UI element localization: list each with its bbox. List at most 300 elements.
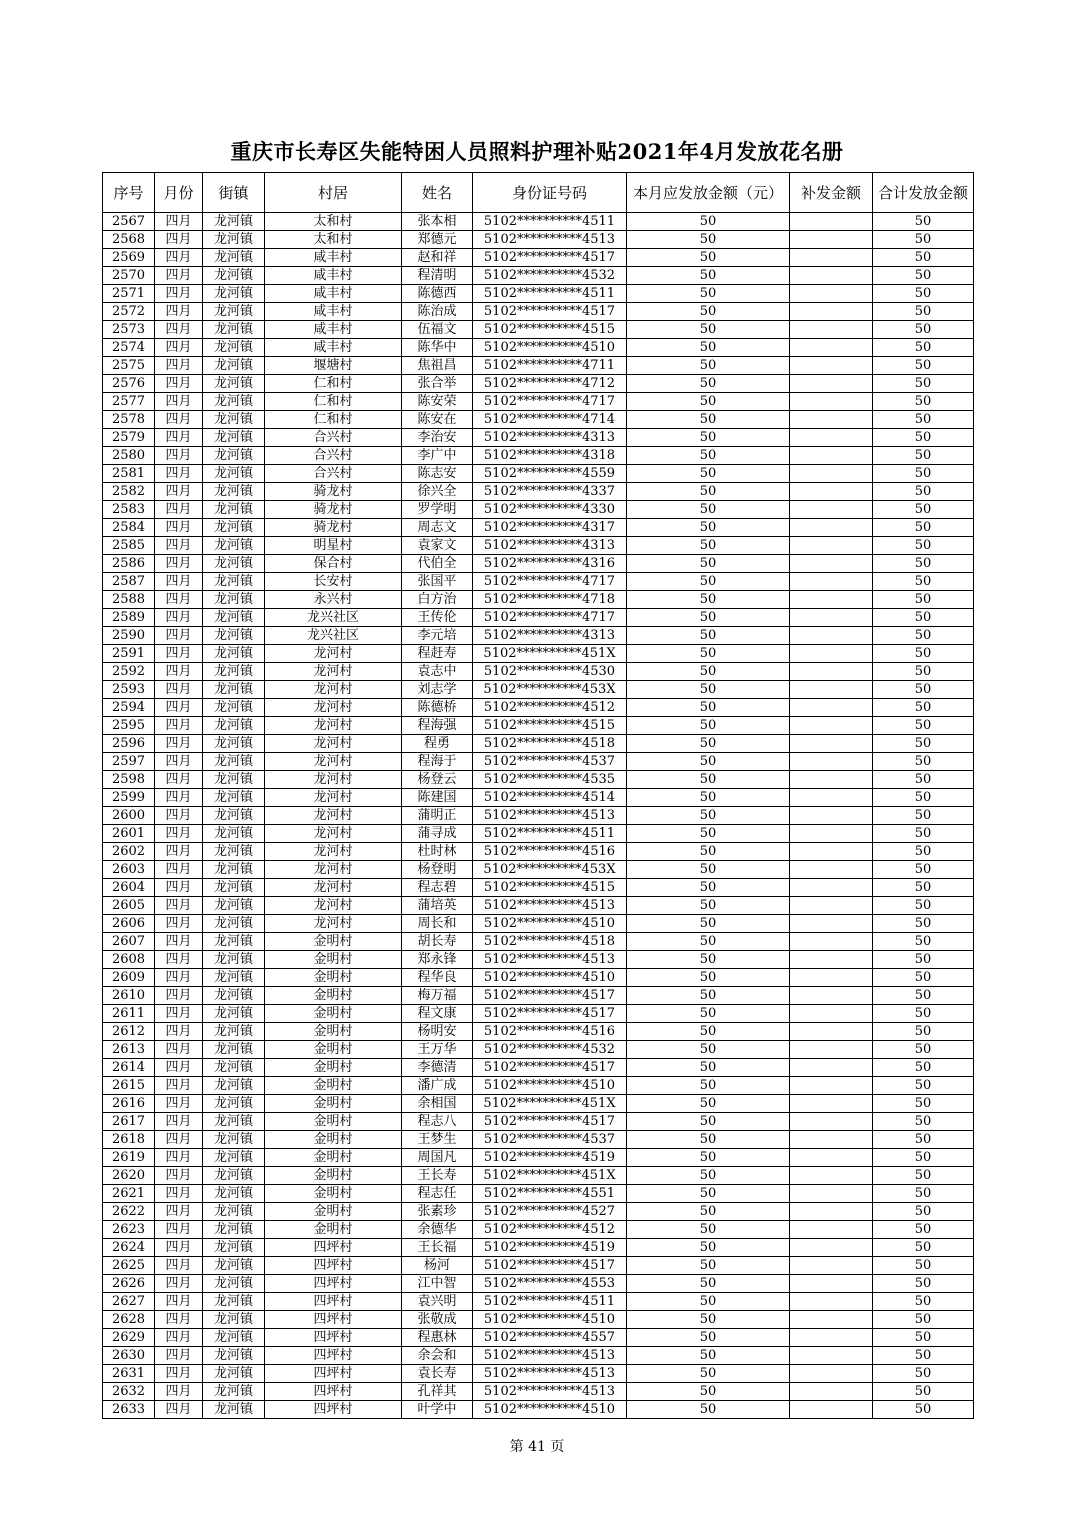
cell-town: 龙河镇	[203, 1365, 265, 1383]
cell-monthly-amount: 50	[627, 627, 790, 645]
cell-month: 四月	[155, 1401, 203, 1419]
cell-village: 龙河村	[265, 717, 402, 735]
cell-total-amount: 50	[873, 375, 974, 393]
cell-monthly-amount: 50	[627, 1329, 790, 1347]
cell-index: 2600	[103, 807, 155, 825]
cell-village: 龙河村	[265, 663, 402, 681]
cell-monthly-amount: 50	[627, 483, 790, 501]
cell-index: 2615	[103, 1077, 155, 1095]
cell-index: 2619	[103, 1149, 155, 1167]
cell-monthly-amount: 50	[627, 591, 790, 609]
cell-index: 2624	[103, 1239, 155, 1257]
cell-id-number: 5102**********4313	[473, 537, 627, 555]
cell-town: 龙河镇	[203, 519, 265, 537]
cell-monthly-amount: 50	[627, 699, 790, 717]
cell-month: 四月	[155, 285, 203, 303]
table-row	[103, 735, 974, 753]
table-row	[103, 519, 974, 537]
cell-name: 程志任	[402, 1185, 473, 1203]
cell-name: 李治安	[402, 429, 473, 447]
cell-month: 四月	[155, 627, 203, 645]
cell-id-number: 5102**********4551	[473, 1185, 627, 1203]
cell-index: 2604	[103, 879, 155, 897]
table-row	[103, 267, 974, 285]
cell-name: 李德清	[402, 1059, 473, 1077]
cell-monthly-amount: 50	[627, 1383, 790, 1401]
cell-town: 龙河镇	[203, 1005, 265, 1023]
cell-back-pay	[790, 375, 873, 393]
cell-village: 龙河村	[265, 825, 402, 843]
cell-name: 杨河	[402, 1257, 473, 1275]
cell-total-amount: 50	[873, 573, 974, 591]
cell-name: 周国凡	[402, 1149, 473, 1167]
cell-town: 龙河镇	[203, 609, 265, 627]
cell-name: 程志八	[402, 1113, 473, 1131]
cell-name: 陈治成	[402, 303, 473, 321]
cell-id-number: 5102**********4513	[473, 951, 627, 969]
cell-total-amount: 50	[873, 915, 974, 933]
cell-id-number: 5102**********4517	[473, 1005, 627, 1023]
cell-id-number: 5102**********4510	[473, 1311, 627, 1329]
cell-name: 郑德元	[402, 231, 473, 249]
cell-name: 王长寿	[402, 1167, 473, 1185]
cell-total-amount: 50	[873, 1221, 974, 1239]
cell-town: 龙河镇	[203, 1077, 265, 1095]
cell-name: 周长和	[402, 915, 473, 933]
cell-monthly-amount: 50	[627, 951, 790, 969]
cell-monthly-amount: 50	[627, 663, 790, 681]
cell-name: 张合举	[402, 375, 473, 393]
cell-total-amount: 50	[873, 645, 974, 663]
cell-back-pay	[790, 951, 873, 969]
cell-monthly-amount: 50	[627, 519, 790, 537]
cell-month: 四月	[155, 375, 203, 393]
cell-town: 龙河镇	[203, 1167, 265, 1185]
cell-month: 四月	[155, 1275, 203, 1293]
cell-id-number: 5102**********4532	[473, 1041, 627, 1059]
cell-monthly-amount: 50	[627, 231, 790, 249]
cell-monthly-amount: 50	[627, 861, 790, 879]
cell-back-pay	[790, 663, 873, 681]
cell-id-number: 5102**********4313	[473, 627, 627, 645]
cell-index: 2567	[103, 213, 155, 231]
cell-total-amount: 50	[873, 1149, 974, 1167]
cell-id-number: 5102**********4513	[473, 1365, 627, 1383]
cell-id-number: 5102**********453X	[473, 681, 627, 699]
cell-monthly-amount: 50	[627, 1275, 790, 1293]
header-cell: 身份证号码	[473, 173, 627, 213]
cell-back-pay	[790, 933, 873, 951]
cell-back-pay	[790, 807, 873, 825]
cell-month: 四月	[155, 267, 203, 285]
table-row	[103, 699, 974, 717]
cell-index: 2612	[103, 1023, 155, 1041]
cell-total-amount: 50	[873, 411, 974, 429]
cell-total-amount: 50	[873, 483, 974, 501]
cell-back-pay	[790, 825, 873, 843]
table-row	[103, 1203, 974, 1221]
cell-month: 四月	[155, 843, 203, 861]
cell-index: 2578	[103, 411, 155, 429]
cell-village: 合兴村	[265, 465, 402, 483]
cell-id-number: 5102**********4537	[473, 753, 627, 771]
cell-monthly-amount: 50	[627, 555, 790, 573]
cell-total-amount: 50	[873, 1257, 974, 1275]
cell-total-amount: 50	[873, 303, 974, 321]
cell-back-pay	[790, 465, 873, 483]
table-row	[103, 1347, 974, 1365]
cell-town: 龙河镇	[203, 933, 265, 951]
cell-id-number: 5102**********4513	[473, 897, 627, 915]
cell-index: 2582	[103, 483, 155, 501]
cell-back-pay	[790, 321, 873, 339]
cell-id-number: 5102**********4519	[473, 1239, 627, 1257]
cell-month: 四月	[155, 303, 203, 321]
cell-town: 龙河镇	[203, 375, 265, 393]
cell-back-pay	[790, 789, 873, 807]
cell-monthly-amount: 50	[627, 303, 790, 321]
cell-index: 2595	[103, 717, 155, 735]
cell-index: 2573	[103, 321, 155, 339]
cell-village: 四坪村	[265, 1275, 402, 1293]
cell-town: 龙河镇	[203, 1203, 265, 1221]
cell-month: 四月	[155, 1023, 203, 1041]
cell-town: 龙河镇	[203, 843, 265, 861]
cell-month: 四月	[155, 501, 203, 519]
cell-name: 杨登明	[402, 861, 473, 879]
cell-total-amount: 50	[873, 321, 974, 339]
table-row	[103, 1221, 974, 1239]
cell-index: 2594	[103, 699, 155, 717]
cell-id-number: 5102**********4517	[473, 987, 627, 1005]
cell-total-amount: 50	[873, 1329, 974, 1347]
cell-back-pay	[790, 753, 873, 771]
header-row	[103, 173, 974, 213]
cell-index: 2569	[103, 249, 155, 267]
cell-month: 四月	[155, 357, 203, 375]
cell-index: 2630	[103, 1347, 155, 1365]
page-title: 重庆市长寿区失能特困人员照料护理补贴2021年4月发放花名册	[230, 139, 844, 164]
cell-village: 金明村	[265, 1131, 402, 1149]
cell-month: 四月	[155, 573, 203, 591]
cell-id-number: 5102**********4510	[473, 1401, 627, 1419]
cell-back-pay	[790, 1329, 873, 1347]
cell-back-pay	[790, 267, 873, 285]
cell-town: 龙河镇	[203, 303, 265, 321]
cell-name: 李元培	[402, 627, 473, 645]
cell-index: 2589	[103, 609, 155, 627]
cell-back-pay	[790, 1041, 873, 1059]
cell-month: 四月	[155, 1239, 203, 1257]
cell-index: 2580	[103, 447, 155, 465]
header-cell: 补发金额	[790, 173, 873, 213]
cell-name: 张敬成	[402, 1311, 473, 1329]
cell-village: 龙河村	[265, 843, 402, 861]
cell-name: 江中智	[402, 1275, 473, 1293]
cell-village: 金明村	[265, 1221, 402, 1239]
cell-name: 陈华中	[402, 339, 473, 357]
cell-monthly-amount: 50	[627, 645, 790, 663]
cell-village: 四坪村	[265, 1257, 402, 1275]
cell-name: 王长福	[402, 1239, 473, 1257]
cell-index: 2587	[103, 573, 155, 591]
cell-name: 徐兴全	[402, 483, 473, 501]
cell-town: 龙河镇	[203, 393, 265, 411]
cell-index: 2614	[103, 1059, 155, 1077]
cell-back-pay	[790, 1131, 873, 1149]
cell-id-number: 5102**********4532	[473, 267, 627, 285]
cell-monthly-amount: 50	[627, 609, 790, 627]
cell-id-number: 5102**********4559	[473, 465, 627, 483]
cell-name: 梅万福	[402, 987, 473, 1005]
cell-monthly-amount: 50	[627, 1221, 790, 1239]
cell-total-amount: 50	[873, 1383, 974, 1401]
cell-village: 龙河村	[265, 807, 402, 825]
cell-total-amount: 50	[873, 1167, 974, 1185]
table-row	[103, 1041, 974, 1059]
cell-back-pay	[790, 537, 873, 555]
cell-month: 四月	[155, 609, 203, 627]
table-row	[103, 357, 974, 375]
cell-index: 2618	[103, 1131, 155, 1149]
cell-month: 四月	[155, 537, 203, 555]
cell-town: 龙河镇	[203, 1041, 265, 1059]
cell-monthly-amount: 50	[627, 1185, 790, 1203]
cell-id-number: 5102**********4318	[473, 447, 627, 465]
cell-back-pay	[790, 393, 873, 411]
table-row	[103, 1383, 974, 1401]
cell-id-number: 5102**********4511	[473, 1293, 627, 1311]
cell-index: 2577	[103, 393, 155, 411]
cell-village: 龙河村	[265, 879, 402, 897]
cell-town: 龙河镇	[203, 465, 265, 483]
cell-back-pay	[790, 1365, 873, 1383]
cell-name: 程清明	[402, 267, 473, 285]
cell-total-amount: 50	[873, 1311, 974, 1329]
cell-index: 2611	[103, 1005, 155, 1023]
cell-name: 陈志安	[402, 465, 473, 483]
cell-index: 2585	[103, 537, 155, 555]
cell-back-pay	[790, 501, 873, 519]
cell-month: 四月	[155, 1149, 203, 1167]
cell-id-number: 5102**********4535	[473, 771, 627, 789]
cell-back-pay	[790, 573, 873, 591]
cell-name: 袁长寿	[402, 1365, 473, 1383]
cell-index: 2613	[103, 1041, 155, 1059]
table-row	[103, 213, 974, 231]
cell-month: 四月	[155, 1059, 203, 1077]
cell-id-number: 5102**********4513	[473, 1347, 627, 1365]
cell-month: 四月	[155, 1365, 203, 1383]
cell-index: 2581	[103, 465, 155, 483]
cell-name: 程海于	[402, 753, 473, 771]
table-row	[103, 429, 974, 447]
cell-index: 2609	[103, 969, 155, 987]
cell-monthly-amount: 50	[627, 213, 790, 231]
cell-id-number: 5102**********4514	[473, 789, 627, 807]
cell-village: 龙河村	[265, 645, 402, 663]
cell-town: 龙河镇	[203, 1311, 265, 1329]
cell-village: 咸丰村	[265, 321, 402, 339]
cell-town: 龙河镇	[203, 789, 265, 807]
cell-town: 龙河镇	[203, 1329, 265, 1347]
cell-name: 余德华	[402, 1221, 473, 1239]
cell-index: 2605	[103, 897, 155, 915]
cell-town: 龙河镇	[203, 1095, 265, 1113]
cell-index: 2626	[103, 1275, 155, 1293]
cell-name: 张素珍	[402, 1203, 473, 1221]
cell-month: 四月	[155, 825, 203, 843]
cell-index: 2620	[103, 1167, 155, 1185]
cell-id-number: 5102**********4717	[473, 573, 627, 591]
cell-total-amount: 50	[873, 537, 974, 555]
cell-id-number: 5102**********4517	[473, 303, 627, 321]
cell-monthly-amount: 50	[627, 1041, 790, 1059]
cell-total-amount: 50	[873, 591, 974, 609]
cell-id-number: 5102**********4511	[473, 213, 627, 231]
cell-village: 龙河村	[265, 789, 402, 807]
cell-village: 四坪村	[265, 1401, 402, 1419]
cell-name: 杨明安	[402, 1023, 473, 1041]
table-row	[103, 897, 974, 915]
cell-village: 金明村	[265, 1005, 402, 1023]
cell-monthly-amount: 50	[627, 681, 790, 699]
cell-id-number: 5102**********4513	[473, 231, 627, 249]
cell-village: 堰塘村	[265, 357, 402, 375]
cell-name: 白方治	[402, 591, 473, 609]
table-row	[103, 1059, 974, 1077]
cell-town: 龙河镇	[203, 1257, 265, 1275]
cell-town: 龙河镇	[203, 951, 265, 969]
cell-town: 龙河镇	[203, 879, 265, 897]
cell-name: 杜时林	[402, 843, 473, 861]
cell-name: 程华良	[402, 969, 473, 987]
cell-index: 2584	[103, 519, 155, 537]
cell-total-amount: 50	[873, 879, 974, 897]
cell-total-amount: 50	[873, 1239, 974, 1257]
cell-back-pay	[790, 771, 873, 789]
cell-name: 陈安在	[402, 411, 473, 429]
cell-index: 2607	[103, 933, 155, 951]
table-row	[103, 825, 974, 843]
cell-id-number: 5102**********4317	[473, 519, 627, 537]
cell-index: 2628	[103, 1311, 155, 1329]
cell-month: 四月	[155, 1095, 203, 1113]
cell-month: 四月	[155, 1329, 203, 1347]
cell-total-amount: 50	[873, 1059, 974, 1077]
roster-table	[102, 172, 974, 1419]
cell-village: 金明村	[265, 1095, 402, 1113]
cell-name: 潘广成	[402, 1077, 473, 1095]
table-row	[103, 465, 974, 483]
cell-town: 龙河镇	[203, 339, 265, 357]
cell-name: 陈安荣	[402, 393, 473, 411]
cell-monthly-amount: 50	[627, 249, 790, 267]
cell-index: 2597	[103, 753, 155, 771]
cell-name: 焦祖昌	[402, 357, 473, 375]
cell-town: 龙河镇	[203, 1401, 265, 1419]
cell-village: 龙河村	[265, 861, 402, 879]
cell-monthly-amount: 50	[627, 1401, 790, 1419]
cell-index: 2571	[103, 285, 155, 303]
cell-index: 2617	[103, 1113, 155, 1131]
table-row	[103, 1023, 974, 1041]
table-row	[103, 1167, 974, 1185]
cell-index: 2596	[103, 735, 155, 753]
cell-back-pay	[790, 303, 873, 321]
table-row	[103, 843, 974, 861]
cell-name: 张本相	[402, 213, 473, 231]
table-row	[103, 1149, 974, 1167]
cell-total-amount: 50	[873, 231, 974, 249]
cell-village: 仁和村	[265, 393, 402, 411]
table-row	[103, 1185, 974, 1203]
table-row	[103, 915, 974, 933]
cell-month: 四月	[155, 1185, 203, 1203]
cell-id-number: 5102**********4717	[473, 609, 627, 627]
cell-village: 金明村	[265, 1185, 402, 1203]
cell-name: 程赶寿	[402, 645, 473, 663]
cell-back-pay	[790, 483, 873, 501]
cell-total-amount: 50	[873, 753, 974, 771]
cell-name: 程志碧	[402, 879, 473, 897]
cell-month: 四月	[155, 717, 203, 735]
cell-month: 四月	[155, 339, 203, 357]
cell-index: 2633	[103, 1401, 155, 1419]
cell-name: 王梦生	[402, 1131, 473, 1149]
cell-monthly-amount: 50	[627, 1059, 790, 1077]
table-row	[103, 627, 974, 645]
cell-back-pay	[790, 1059, 873, 1077]
cell-index: 2593	[103, 681, 155, 699]
cell-month: 四月	[155, 1077, 203, 1095]
cell-id-number: 5102**********4330	[473, 501, 627, 519]
cell-name: 程海强	[402, 717, 473, 735]
cell-monthly-amount: 50	[627, 285, 790, 303]
cell-town: 龙河镇	[203, 1149, 265, 1167]
cell-index: 2616	[103, 1095, 155, 1113]
cell-month: 四月	[155, 1167, 203, 1185]
cell-monthly-amount: 50	[627, 393, 790, 411]
cell-id-number: 5102**********4518	[473, 933, 627, 951]
cell-town: 龙河镇	[203, 1185, 265, 1203]
cell-back-pay	[790, 1239, 873, 1257]
table-row	[103, 789, 974, 807]
cell-back-pay	[790, 285, 873, 303]
cell-total-amount: 50	[873, 1095, 974, 1113]
cell-name: 伍福文	[402, 321, 473, 339]
cell-village: 四坪村	[265, 1239, 402, 1257]
cell-index: 2586	[103, 555, 155, 573]
cell-village: 金明村	[265, 969, 402, 987]
cell-village: 骑龙村	[265, 501, 402, 519]
cell-village: 四坪村	[265, 1311, 402, 1329]
cell-total-amount: 50	[873, 267, 974, 285]
cell-id-number: 5102**********4513	[473, 807, 627, 825]
cell-town: 龙河镇	[203, 591, 265, 609]
cell-village: 龙河村	[265, 897, 402, 915]
cell-back-pay	[790, 429, 873, 447]
cell-village: 金明村	[265, 1077, 402, 1095]
cell-index: 2601	[103, 825, 155, 843]
cell-name: 袁家文	[402, 537, 473, 555]
cell-index: 2568	[103, 231, 155, 249]
cell-back-pay	[790, 1167, 873, 1185]
cell-village: 咸丰村	[265, 285, 402, 303]
cell-village: 四坪村	[265, 1383, 402, 1401]
cell-name: 杨登云	[402, 771, 473, 789]
cell-town: 龙河镇	[203, 969, 265, 987]
